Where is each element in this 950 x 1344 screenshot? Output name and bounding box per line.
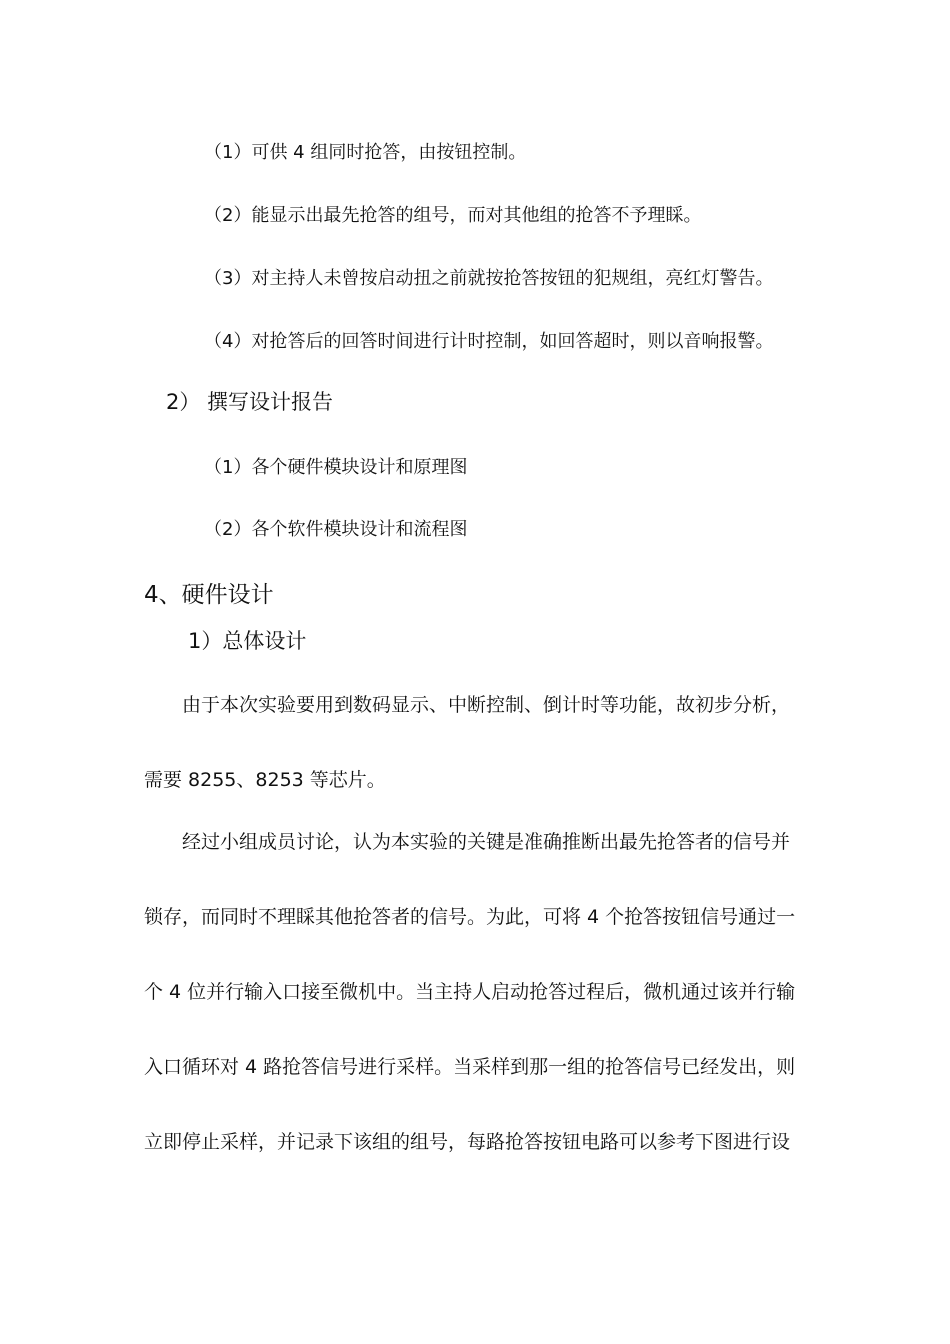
paragraph-line-6: 入口循环对 4 路抢答信号进行采样。当采样到那一组的抢答信号已经发出，则: [144, 1056, 796, 1078]
requirement-item-4: （4）对抢答后的回答时间进行计时控制，如回答超时，则以音响报警。: [204, 331, 774, 352]
paragraph-line-7: 立即停止采样，并记录下该组的组号，每路抢答按钮电路可以参考下图进行设: [144, 1131, 791, 1153]
requirement-item-3: （3）对主持人未曾按启动扭之前就按抢答按钮的犯规组，亮红灯警告。: [204, 268, 774, 289]
report-heading: 2） 撰写设计报告: [166, 390, 334, 414]
paragraph-line-1: 由于本次实验要用到数码显示、中断控制、倒计时等功能，故初步分析，: [182, 694, 791, 716]
section-heading: 4、硬件设计: [144, 582, 274, 608]
requirement-item-2: （2）能显示出最先抢答的组号，而对其他组的抢答不予理睬。: [204, 205, 702, 226]
paragraph-line-4: 锁存，而同时不理睬其他抢答者的信号。为此，可将 4 个抢答按钮信号通过一: [144, 906, 796, 928]
report-item-1: （1）各个硬件模块设计和原理图: [204, 457, 468, 478]
paragraph-line-2: 需要 8255、8253 等芯片。: [144, 769, 386, 791]
paragraph-line-5: 个 4 位并行输入口接至微机中。当主持人启动抢答过程后，微机通过该并行输: [144, 981, 796, 1003]
requirement-item-1: （1）可供 4 组同时抢答，由按钮控制。: [204, 142, 527, 163]
subsection-heading: 1）总体设计: [188, 629, 307, 653]
report-item-2: （2）各个软件模块设计和流程图: [204, 519, 468, 540]
paragraph-line-3: 经过小组成员讨论，认为本实验的关键是准确推断出最先抢答者的信号并: [182, 831, 791, 853]
